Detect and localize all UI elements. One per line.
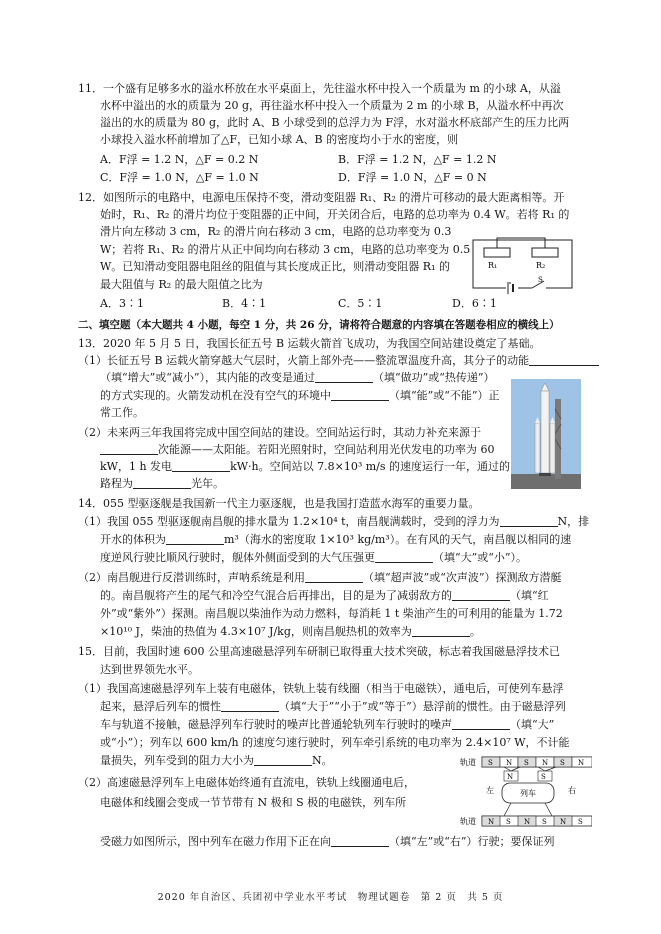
label-r2: R₂ [536, 261, 546, 270]
q12-line-4: W；若将 R₁、R₂ 的滑片从正中间均向右移动 3 cm，电路的总功率变为 0.5 [100, 243, 471, 256]
pole-label: S [524, 759, 529, 767]
pole-label: S [578, 818, 583, 826]
q15-line-1: 15．目前，我国时速 600 公里高速磁悬浮列车研制已取得重大技术突破，标志着我国磁悬浮技术已 [78, 645, 560, 658]
q14-2-line-1: （2）南昌舰进行反潜训练时，声呐系统是利用 （填“超声波”或“次声波”）探测敌方潜艇 [78, 571, 562, 584]
q12-line-5: W。已知滑动变阻器电阻丝的阻值与其长度成正比，则滑动变阻器 R₁ 的 [100, 260, 450, 273]
answer-blank[interactable] [100, 443, 158, 455]
q13-line-1: 13．2020 年 5 月 5 日，我国长征五号 B 运载火箭首飞成功，为我国空间站建设奠定了基础。 [78, 337, 541, 350]
q14-2-line-3: 外”或“紫外”）探测。南昌舰以柴油作为动力燃料，每消耗 1 t 柴油产生的可利用的能量为 1.72 [100, 607, 563, 620]
page-footer: 2020 年自治区、兵团初中学业水平考试 物理试题卷 第 2 页 共 5 页 [157, 892, 504, 903]
label-track-top: 轨道 [460, 758, 476, 767]
q15-2-line-3: 受磁力如图所示，图中列车在磁力作用下正在向 （填“左”或“右”）行驶；要保证列 [100, 835, 555, 848]
q13-2-line-2: 次能源——太阳能。若阳光照射时，空间站利用光伏发电的功率为 60 [100, 443, 495, 457]
answer-blank[interactable] [529, 354, 599, 366]
q13-1-line-3: 的方式实现的。火箭发动机在没有空气的环境中 （填“能”或“不能”）正 [100, 389, 500, 402]
answer-blank[interactable] [172, 460, 230, 472]
pole-label: N [507, 773, 514, 781]
q13-1-line-1: （1）长征五号 B 运载火箭穿越大气层时，火箭上部外壳——整流罩温度升高，其分子的动能 [78, 354, 599, 368]
q13-2-line-4: 路程为 光年。 [100, 477, 224, 490]
q14-2-line-2: 的。南昌舰将产生的尾气和冷空气混合后再排出，目的是为了减弱敌方的 （填“红 [100, 589, 549, 602]
q11-option-d: D．F浮 = 1.0 N，△F = 0 N [338, 171, 487, 184]
q11-option-a: A．F浮 = 1.2 N，△F = 0.2 N [100, 153, 259, 166]
q14-1-line-3: 度逆风行驶比顺风行驶时，舰体外侧面受到的大气压强更 （填“大”或“小”）。 [100, 551, 527, 564]
answer-blank[interactable] [412, 625, 470, 637]
q12-option-a: A．3∶1 [100, 297, 144, 310]
q14-1-line-2: 开水的体积为 m³（海水的密度取 1×10³ kg/m³）。在有风的天气，南昌舰以相同的速 [100, 533, 572, 546]
pole-label: S [506, 818, 511, 826]
q12-option-c: C．5∶1 [338, 297, 383, 310]
q12-line-1: 12．如图所示的电路中，电源电压保持不变，滑动变阻器 R₁、R₂ 的滑片可移动的最大距离相等。开 [78, 191, 565, 204]
q15-line-2: 达到世界领先水平。 [100, 663, 199, 676]
q12-option-d: D．6∶1 [452, 297, 497, 310]
pole-label: N [488, 818, 495, 826]
q15-2-line-2: 电磁体和线圈会变成一节节带有 N 极和 S 极的电磁铁，列车所 [100, 796, 407, 809]
q13-1-line-4: 常工作。 [100, 406, 144, 419]
answer-blank[interactable] [452, 718, 510, 730]
label-track-bottom: 轨道 [460, 817, 476, 826]
q14-2-line-4: ×10¹⁰ J，柴油的热值为 4.3×10⁷ J/kg，则南昌舰热机的效率为 。 [100, 625, 481, 638]
pole-label: N [560, 818, 567, 826]
answer-blank[interactable] [254, 754, 312, 766]
q15-1-line-1: （1）我国高速磁悬浮列车上装有电磁体，铁轨上装有线圈（相当于电磁铁），通电后，可使列车悬浮 [78, 682, 564, 695]
pole-label: S [488, 759, 493, 767]
label-r1: R₁ [488, 261, 498, 270]
section-fill-blank-title: 二、填空题（本大题共 4 小题，每空 1 分，共 26 分，请将符合题意的内容填在答题卷相应的横线上） [78, 319, 560, 331]
answer-blank[interactable] [375, 551, 433, 563]
label-right: 右 [568, 786, 576, 795]
q15-1-line-5: 量损失，列车受到的阻力大小为 N。 [100, 754, 333, 767]
resistor-r1-icon [484, 248, 510, 257]
pole-label: S [560, 759, 565, 767]
pole-label: S [541, 773, 546, 781]
label-left: 左 [486, 786, 494, 795]
q11-line-3: 溢出的水的质量为 80 g，此时 A、B 小球受到的总浮力为 F浮，水对溢水杯底部产生的压力比两 [100, 116, 570, 129]
answer-blank[interactable] [452, 589, 510, 601]
maglev-magnetic-force-diagram [460, 753, 592, 828]
rocket-launch-photo [511, 379, 581, 489]
circuit-diagram [470, 234, 575, 294]
q14-1-line-1: （1）我国 055 型驱逐舰南昌舰的排水量为 1.2×10⁴ t，南昌舰满载时，受到的浮力为 N，排 [78, 515, 590, 528]
q11-line-2: 水杯中溢出的水的质量为 20 g，再往溢水杯中投入一个质量为 2 m 的小球 B，从溢水杯中再次 [100, 99, 564, 112]
q15-1-line-2: 起来，悬浮后列车的惯性 （填“大于”“小于”或“等于”）悬浮前的惯性。由于磁悬浮列 [100, 700, 566, 713]
q13-2-line-3: kW，1 h 发电 kW·h。空间站以 7.8×10³ m/s 的速度运行一年，通过的 [100, 460, 511, 473]
q11-line-1: 11．一个盛有足够多水的溢水杯放在水平桌面上，先往溢水杯中投入一个质量为 m 的小球 A，从溢 [78, 82, 561, 95]
pole-label: N [524, 818, 531, 826]
q11-option-b: B．F浮 = 1.2 N，△F = 1.2 N [338, 153, 497, 166]
q13-2-line-1: （2）未来两三年我国将完成中国空间站的建设。空间站运行时，其动力补充来源于 [78, 426, 481, 439]
q12-line-6: 最大阻值与 R₂ 的最大阻值之比为 [100, 278, 263, 291]
q12-line-2: 始时，R₁、R₂ 的滑片均位于变阻器的正中间，开关闭合后，电路的总功率为 0.4 W。若将 R₁ 的 [100, 208, 570, 221]
q11-line-4: 小球投入溢水杯前增加了△F，已知小球 A、B 的密度均小于水的密度，则 [100, 133, 459, 146]
q15-1-line-3: 车与轨道不接触，磁悬浮列车行驶时的噪声比普通轮轨列车行驶时的噪声 （填“大” [100, 718, 555, 731]
q12-line-3: 滑片向左移动 3 cm，R₂ 的滑片向右移动 3 cm，电路的总功率变为 0.3 [100, 225, 452, 238]
pole-label: N [506, 759, 513, 767]
answer-blank[interactable] [305, 571, 363, 583]
answer-blank[interactable] [221, 700, 279, 712]
q13-1-line-2: （填“增大”或“减小”），其内能的改变是通过 （填“做功”或“热传递”） [100, 371, 495, 384]
answer-blank[interactable] [331, 389, 389, 401]
q14-line-1: 14．055 型驱逐舰是我国新一代主力驱逐舰，也是我国打造蓝水海军的重要力量。 [78, 497, 480, 510]
answer-blank[interactable] [133, 477, 191, 489]
pole-label: N [578, 759, 585, 767]
q11-option-c: C．F浮 = 1.0 N，△F = 1.0 N [100, 171, 259, 184]
resistor-r2-icon [532, 248, 558, 257]
answer-blank[interactable] [315, 371, 373, 383]
label-train: 列车 [520, 789, 536, 798]
answer-blank[interactable] [331, 835, 389, 847]
q15-1-line-4: 或“小”）；列车以 600 km/h 的速度匀速行驶时，列车牵引系统的电功率为 2.4×10⁷ W，不计能 [100, 736, 570, 749]
q12-option-b: B．4∶1 [222, 297, 267, 310]
pole-label: N [542, 759, 549, 767]
answer-blank[interactable] [500, 515, 558, 527]
q15-2-line-1: （2）高速磁悬浮列车上电磁体始终通有直流电，铁轨上线圈通电后， [78, 776, 415, 789]
answer-blank[interactable] [166, 533, 224, 545]
label-switch: S [538, 276, 543, 284]
pole-label: S [542, 818, 547, 826]
